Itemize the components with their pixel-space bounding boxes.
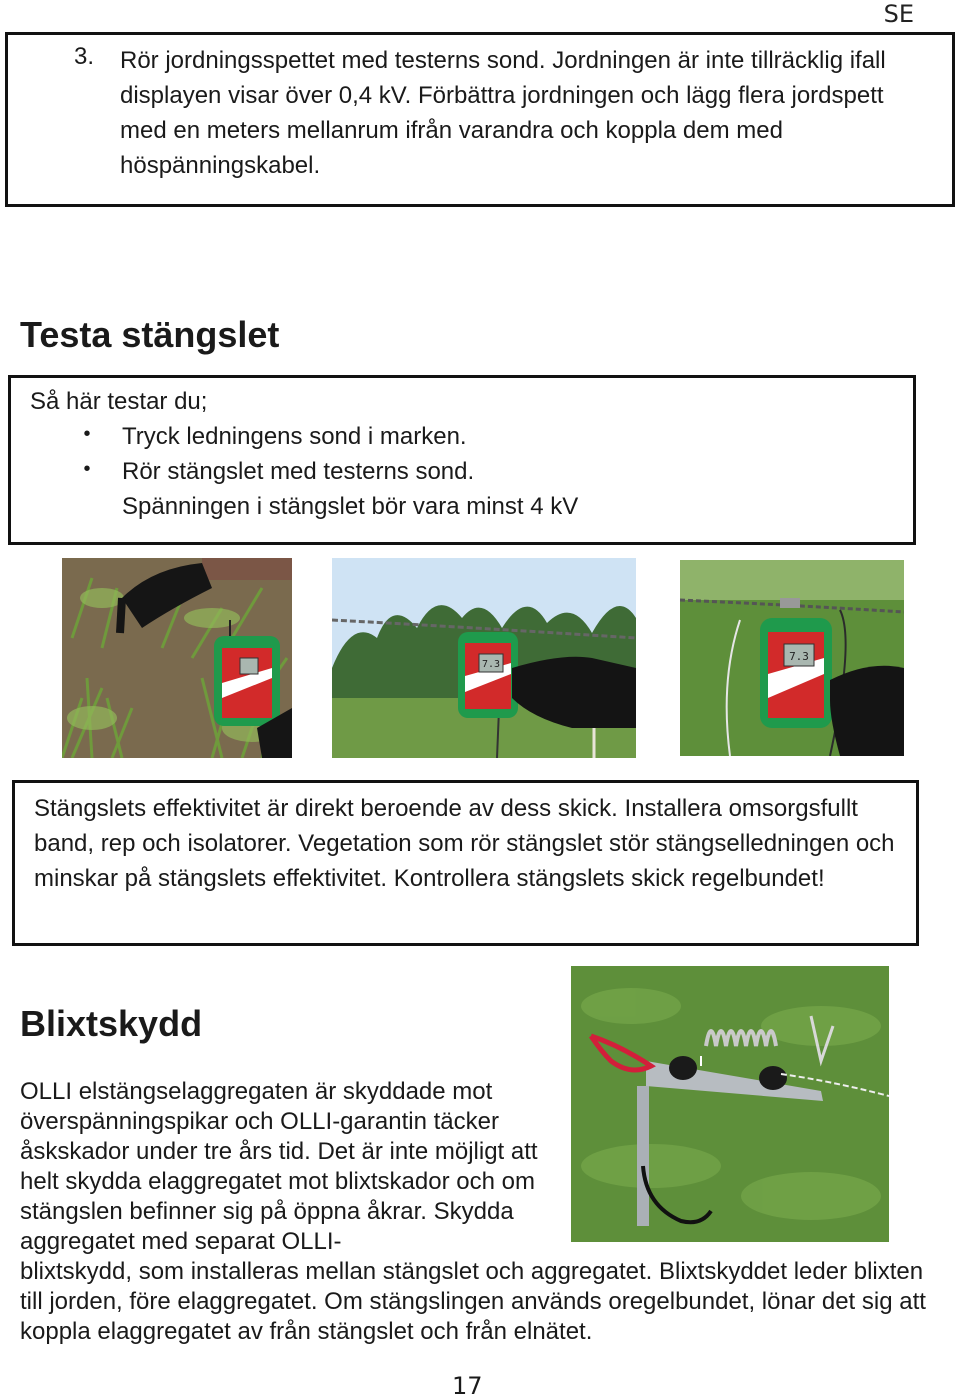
lightning-text-b: blixtskydd, som installeras mellan stängslet och aggregatet. Blixtskyddet leder blixten till jorden, före elaggregatet. Om stängslingen används oregelbundet, lönar det sig att koppla elaggregatet av från stängslet och från elnätet.: [20, 1258, 926, 1345]
step-number: 3.: [74, 43, 95, 70]
step-3-box: [5, 32, 955, 207]
tester-display-value: 7.3: [789, 650, 809, 663]
effectiveness-box: [12, 780, 919, 946]
photo-probe-in-ground: [62, 558, 292, 758]
list-item-text: Rör stängslet med testerns sond.: [122, 458, 475, 485]
test-intro: Så här testar du;: [30, 388, 208, 415]
bullet-icon: •: [83, 423, 91, 445]
tester-display-value: 7.3: [481, 659, 501, 670]
page-number: 17: [452, 1372, 483, 1400]
section-title-test: Testa stängslet: [20, 314, 280, 355]
effectiveness-text: Stängslets effektivitet är direkt beroende av dess skick. Installera omsorgsfullt band, rep och isolatorer. Vegetation som rör stängslet stör stängselledningen och minskar på stängslets effektivitet. Kontrollera stängslets skick regelbundet!: [34, 795, 895, 892]
bullet-icon: •: [83, 458, 91, 480]
test-instructions-box: [8, 375, 916, 545]
voltage-note: Spänningen i stängslet bör vara minst 4 kV: [122, 493, 579, 520]
photo-tester-closeup: [680, 560, 904, 756]
step-text: Rör jordningsspettet med testerns sond. Jordningen är inte tillräcklig ifall displayen visar över 0,4 kV. Förbättra jordningen och lägg flera jordspett med en meters mellanrum ifrån varandra och koppla dem med höspänningskabel.: [120, 47, 886, 179]
photo-lightning-arrester: [571, 966, 889, 1242]
lightning-text-a: OLLI elstängselaggregaten är skyddade mot överspänningspikar och OLLI-garantin täcker åskskador under tre års tid. Det är inte möjligt att helt skydda elaggregatet mot blixtskador och om stängslen befinner sig på öppna åkrar. Skydda aggregatet med separat OLLI-: [20, 1078, 538, 1255]
language-code: SE: [883, 0, 914, 28]
list-item-text: Tryck ledningens sond i marken.: [122, 423, 467, 450]
photo-tester-on-fence: [332, 558, 636, 758]
section-title-lightning: Blixtskydd: [20, 1003, 203, 1044]
